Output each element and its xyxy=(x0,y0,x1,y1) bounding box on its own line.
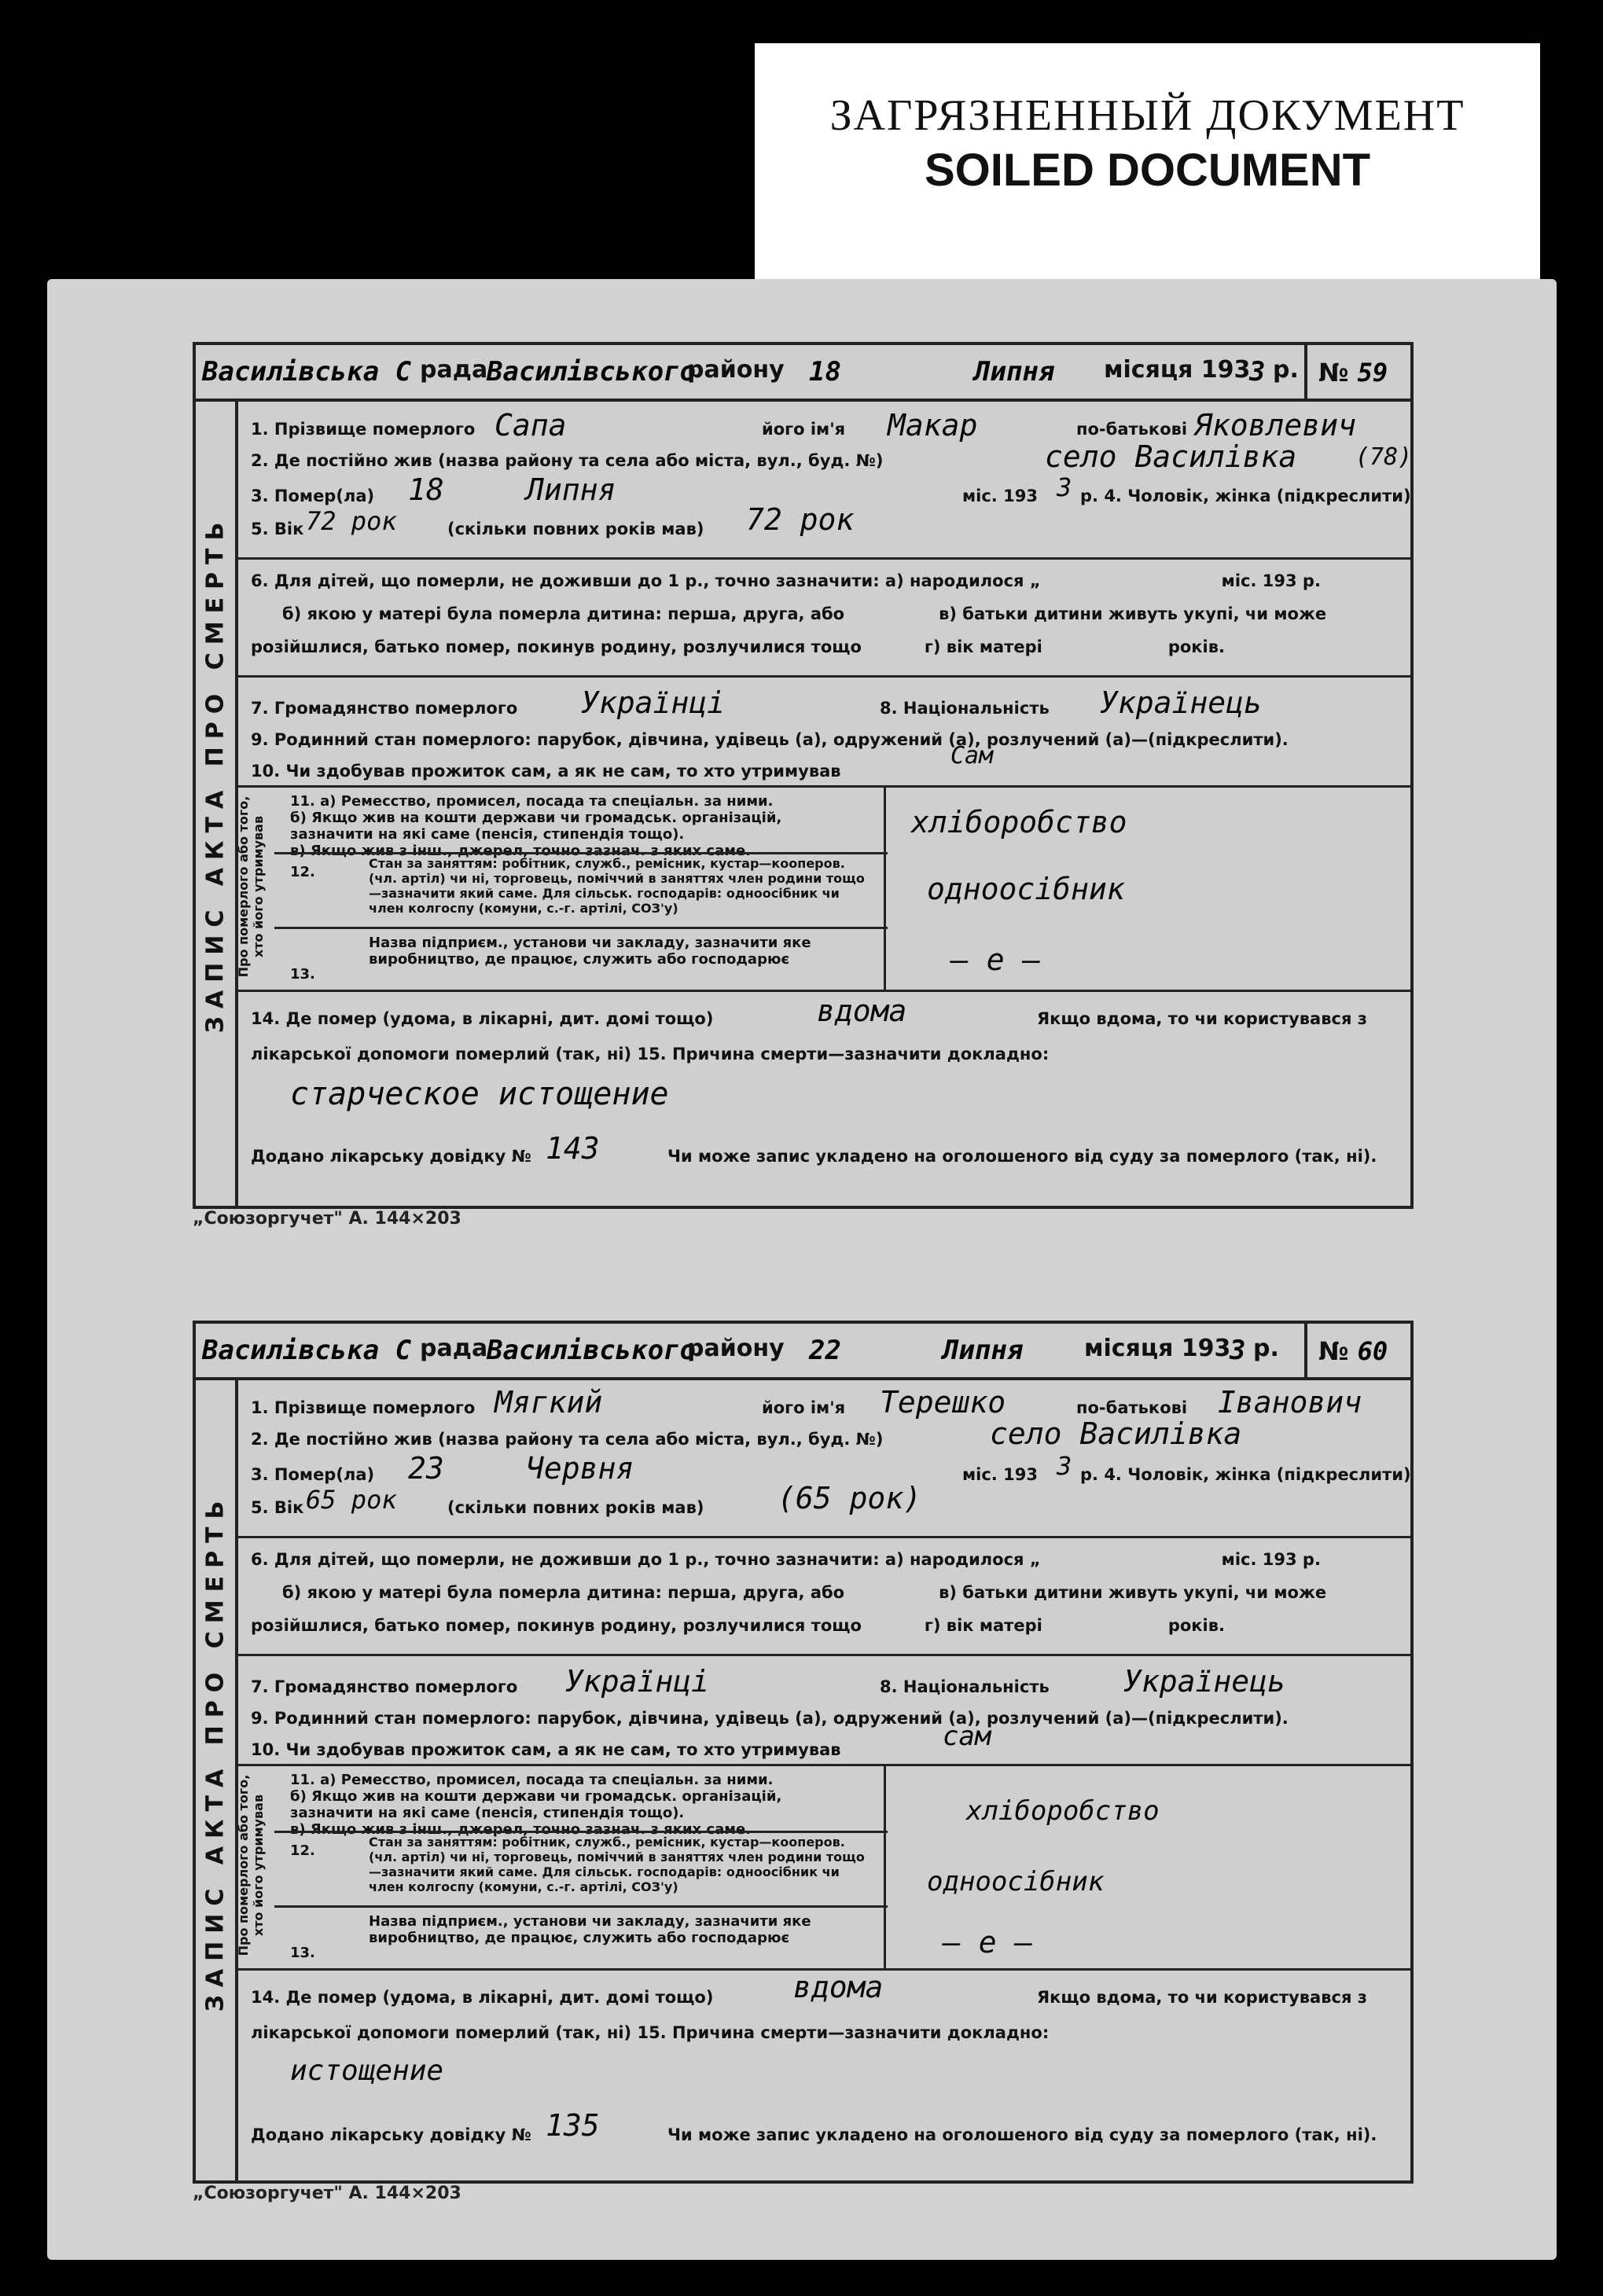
first-name: Терешко xyxy=(880,1385,1006,1420)
residence: село Василівка xyxy=(1045,439,1297,474)
residence: село Василівка xyxy=(990,1416,1242,1451)
death-cause: старческое истощение xyxy=(290,1076,669,1112)
workplace: — е — xyxy=(950,942,1041,977)
row-1: 1. Прізвище померлого xyxy=(251,420,476,439)
divider xyxy=(274,1905,888,1908)
death-year-digit: 3 xyxy=(1057,472,1072,502)
certificate-number: 135 xyxy=(546,2108,600,2143)
certificate-number: 143 xyxy=(546,1131,600,1166)
q11-text: 11. а) Ремесство, промисел, посада та спеціальн. за ними. б) Якщо жив на кошти держави чи громадськ. організацій, зазначити на які саме (пенсія, стипендія тощо). в) Якщо жив з інш., джерел, точно зазнач. з яких саме. xyxy=(290,1772,782,1838)
nationality-label: 8. Національність xyxy=(880,1677,1050,1696)
row-6c: розійшлися, батько помер, покинув родину, розлучилися тощо г) вік матері років. xyxy=(251,1616,1226,1635)
age-label: (скільки повних років мав) xyxy=(447,520,704,538)
death-day: 18 xyxy=(408,472,444,507)
year-digit: 3 xyxy=(1230,1335,1246,1366)
print-mark: „Союзоргучет" А. 144×203 xyxy=(193,1209,461,1229)
age-full: 72 рок xyxy=(746,502,855,537)
nationality: Українець xyxy=(1100,685,1262,720)
death-year-label: міс. 193 xyxy=(962,1465,1038,1484)
num-prefix: № xyxy=(1318,1336,1349,1366)
row-9: 9. Родинний стан померлого: парубок, дівчина, удівець (а), одружений (а), розлучений (а)—(підкреслити). xyxy=(251,730,1289,749)
record-number: 59 xyxy=(1357,358,1388,388)
row-6a: 6. Для дітей, що померли, не доживши до 1 р., точно зазначити: а) народилося „ міс. 193 р. xyxy=(251,1550,1321,1569)
r-label: р. xyxy=(1253,1335,1279,1362)
death-year-label: міс. 193 xyxy=(962,487,1038,505)
q13-num: 13. xyxy=(290,966,315,983)
row-7: 7. Громадянство померлого xyxy=(251,699,518,718)
rayon-name: Василівського xyxy=(487,356,697,388)
divider xyxy=(238,1764,1410,1766)
death-month: Липня xyxy=(526,472,616,507)
q12-num: 12. xyxy=(290,1842,315,1859)
patronymic: Яковлевич xyxy=(1194,408,1356,443)
side-subtitle: Про померлого або того, хто його утримував xyxy=(236,795,266,978)
q12-num: 12. xyxy=(290,864,315,880)
row-5: 5. Вік xyxy=(251,1498,304,1517)
q13-text: Назва підприєм., установи чи закладу, зазначити яке виробництво, де працює, служить або господарює xyxy=(369,935,811,968)
row-6b: б) якою у матері була померла дитина: перша, друга, або в) батьки дитини живуть укупі, чи може xyxy=(282,1583,1327,1602)
row-16: Додано лікарську довідку № xyxy=(251,1147,531,1166)
record-number-box xyxy=(1304,1324,1410,1377)
vertical-divider xyxy=(884,785,886,990)
q13-num: 13. xyxy=(290,1945,315,1961)
record-month: Липня xyxy=(943,1335,1024,1366)
row-1: 1. Прізвище померлого xyxy=(251,1398,476,1417)
side-strip xyxy=(196,1377,238,2180)
nationality-label: 8. Національність xyxy=(880,699,1050,718)
death-place: вдома xyxy=(817,994,907,1028)
citizenship: Українці xyxy=(581,685,726,720)
row-3: 3. Помер(ла) xyxy=(251,487,375,505)
num-prefix: № xyxy=(1318,358,1349,388)
row-14: 14. Де помер (удома, в лікарні, дит. домі тощо) xyxy=(251,1009,714,1028)
court-label: Чи може запис укладено на оголошеного від суду за померлого (так, ні). xyxy=(667,2125,1377,2144)
record-number: 60 xyxy=(1357,1336,1388,1366)
court-label: Чи може запис укладено на оголошеного від суду за померлого (так, ні). xyxy=(667,1147,1377,1166)
occupation: хліборобство xyxy=(966,1795,1160,1827)
death-year-digit: 3 xyxy=(1057,1451,1072,1481)
divider xyxy=(238,1654,1410,1656)
occupation: хліборобство xyxy=(911,805,1127,839)
divider xyxy=(238,785,1410,788)
row-7: 7. Громадянство померлого xyxy=(251,1677,518,1696)
patronymic-label: по-батькові xyxy=(1076,1398,1188,1417)
rada-label: рада xyxy=(420,1335,488,1362)
divider xyxy=(238,557,1410,560)
sex-label: р. 4. Чоловік, жінка (підкреслити) xyxy=(1080,1465,1411,1484)
row-2: 2. Де постійно жив (назва району та села або міста, вул., буд. №) xyxy=(251,1430,884,1449)
home-label: Якщо вдома, то чи користувався з xyxy=(1037,1988,1367,2007)
divider xyxy=(274,852,888,854)
side-title: ЗАПИС АКТА ПРО СМЕРТЬ xyxy=(201,1493,230,2012)
name-label: його ім'я xyxy=(762,1398,846,1417)
age: 72 рок xyxy=(306,506,397,536)
rayonu-label: району xyxy=(687,1335,785,1362)
divider xyxy=(238,1536,1410,1538)
row-16: Додано лікарську довідку № xyxy=(251,2125,531,2144)
divider xyxy=(238,675,1410,678)
row-14: 14. Де помер (удома, в лікарні, дит. домі тощо) xyxy=(251,1988,714,2007)
record-day: 22 xyxy=(809,1335,841,1366)
q11-text: 11. а) Ремесство, промисел, посада та спеціальн. за ними. б) Якщо жив на кошти держави чи громадськ. організацій, зазначити на які саме (пенсія, стипендія тощо). в) Якщо жив з інш., джерел, точно зазнач. з яких саме. xyxy=(290,793,782,859)
death-month: Червня xyxy=(526,1451,634,1486)
soiled-document-label xyxy=(755,43,1540,287)
death-day: 23 xyxy=(408,1451,444,1486)
village-rada: Василівська С xyxy=(202,1335,412,1366)
supported-by: сам xyxy=(943,1721,991,1752)
supported-by: Сам xyxy=(950,742,994,770)
name-label: його ім'я xyxy=(762,420,846,439)
age-full: (65 рок) xyxy=(778,1481,922,1515)
q12-text: Стан за заняттям: робітник, служб., ремісник, кустар—кооперов. (чл. артіл) чи ні, торговець, поміччий в заняттях член родини тощо—зазначити який саме. Для сільськ. господарів: одноосібник чи член колгоспу (комуни, с.-г. артілі, СОЗ'у) xyxy=(369,856,865,916)
q12-text: Стан за заняттям: робітник, служб., ремісник, кустар—кооперов. (чл. артіл) чи ні, торговець, поміччий в заняттях член родини тощо—зазначити який саме. Для сільськ. господарів: одноосібник чи член колгоспу (комуни, с.-г. артілі, СОЗ'у) xyxy=(369,1835,865,1894)
age: 65 рок xyxy=(306,1485,397,1515)
row-6c: розійшлися, батько помер, покинув родину, розлучилися тощо г) вік матері років. xyxy=(251,637,1226,656)
month-label: місяця 193 xyxy=(1084,1335,1231,1362)
row-15: лікарської допомоги померлий (так, ні) 15. Причина смерти—зазначити докладно: xyxy=(251,2023,1050,2042)
form-header xyxy=(196,345,1410,402)
side-title: ЗАПИС АКТА ПРО СМЕРТЬ xyxy=(201,514,230,1034)
surname: Мягкий xyxy=(495,1385,603,1420)
death-place: вдома xyxy=(793,1970,884,2004)
row-5: 5. Вік xyxy=(251,520,304,538)
record-month: Липня xyxy=(974,356,1055,388)
year-digit: 3 xyxy=(1249,356,1266,388)
divider xyxy=(238,990,1410,992)
death-cause: истощение xyxy=(290,2055,444,2087)
margin-note: (78) xyxy=(1355,443,1413,471)
death-record-form-1 xyxy=(193,342,1414,1209)
sex-label: р. 4. Чоловік, жінка (підкреслити) xyxy=(1080,487,1411,505)
row-3: 3. Помер(ла) xyxy=(251,1465,375,1484)
rayon-name: Василівського xyxy=(487,1335,697,1366)
first-name: Макар xyxy=(888,408,978,443)
home-label: Якщо вдома, то чи користувався з xyxy=(1037,1009,1367,1028)
age-label: (скільки повних років мав) xyxy=(447,1498,704,1517)
r-label: р. xyxy=(1273,356,1299,384)
row-10: 10. Чи здобував прожиток сам, а як не сам, то хто утримував xyxy=(251,762,841,781)
side-subtitle: Про померлого або того, хто його утримував xyxy=(236,1774,266,1956)
divider xyxy=(274,1831,888,1833)
workplace: — е — xyxy=(943,1925,1033,1960)
rada-label: рада xyxy=(420,356,488,384)
row-6b: б) якою у матері була померла дитина: перша, друга, або в) батьки дитини живуть укупі, чи може xyxy=(282,604,1327,623)
form-header xyxy=(196,1324,1410,1380)
side-strip xyxy=(196,399,238,1206)
citizenship: Українці xyxy=(565,1664,710,1699)
q13-text: Назва підприєм., установи чи закладу, зазначити яке виробництво, де працює, служить або господарює xyxy=(369,1913,811,1946)
social-status: одноосібник xyxy=(927,1866,1105,1897)
stamp-line-ru: ЗАГРЯЗНЕННЫЙ ДОКУМЕНТ xyxy=(829,91,1465,140)
death-record-form-2 xyxy=(193,1321,1414,2184)
divider xyxy=(274,927,888,929)
row-10: 10. Чи здобував прожиток сам, а як не сам, то хто утримував xyxy=(251,1740,841,1759)
patronymic-label: по-батькові xyxy=(1076,420,1188,439)
village-rada: Василівська С xyxy=(202,356,412,388)
vertical-divider xyxy=(884,1764,886,1968)
record-number-box xyxy=(1304,345,1410,399)
row-6a: 6. Для дітей, що померли, не доживши до 1 р., точно зазначити: а) народилося „ міс. 193 р. xyxy=(251,571,1321,590)
social-status: одноосібник xyxy=(927,872,1125,906)
month-label: місяця 193 xyxy=(1104,356,1251,384)
patronymic: Іванович xyxy=(1218,1385,1362,1420)
nationality: Українець xyxy=(1123,1664,1285,1699)
row-9: 9. Родинний стан померлого: парубок, дівчина, удівець (а), одружений (а), розлучений (а)—(підкреслити). xyxy=(251,1709,1289,1728)
record-day: 18 xyxy=(809,356,841,388)
surname: Сапа xyxy=(495,408,567,443)
row-2: 2. Де постійно жив (назва району та села або міста, вул., буд. №) xyxy=(251,451,884,470)
print-mark: „Союзоргучет" А. 144×203 xyxy=(193,2184,461,2203)
rayonu-label: району xyxy=(687,356,785,384)
stamp-line-en: SOILED DOCUMENT xyxy=(924,145,1371,196)
row-15: лікарської допомоги померлий (так, ні) 15. Причина смерти—зазначити докладно: xyxy=(251,1045,1050,1064)
